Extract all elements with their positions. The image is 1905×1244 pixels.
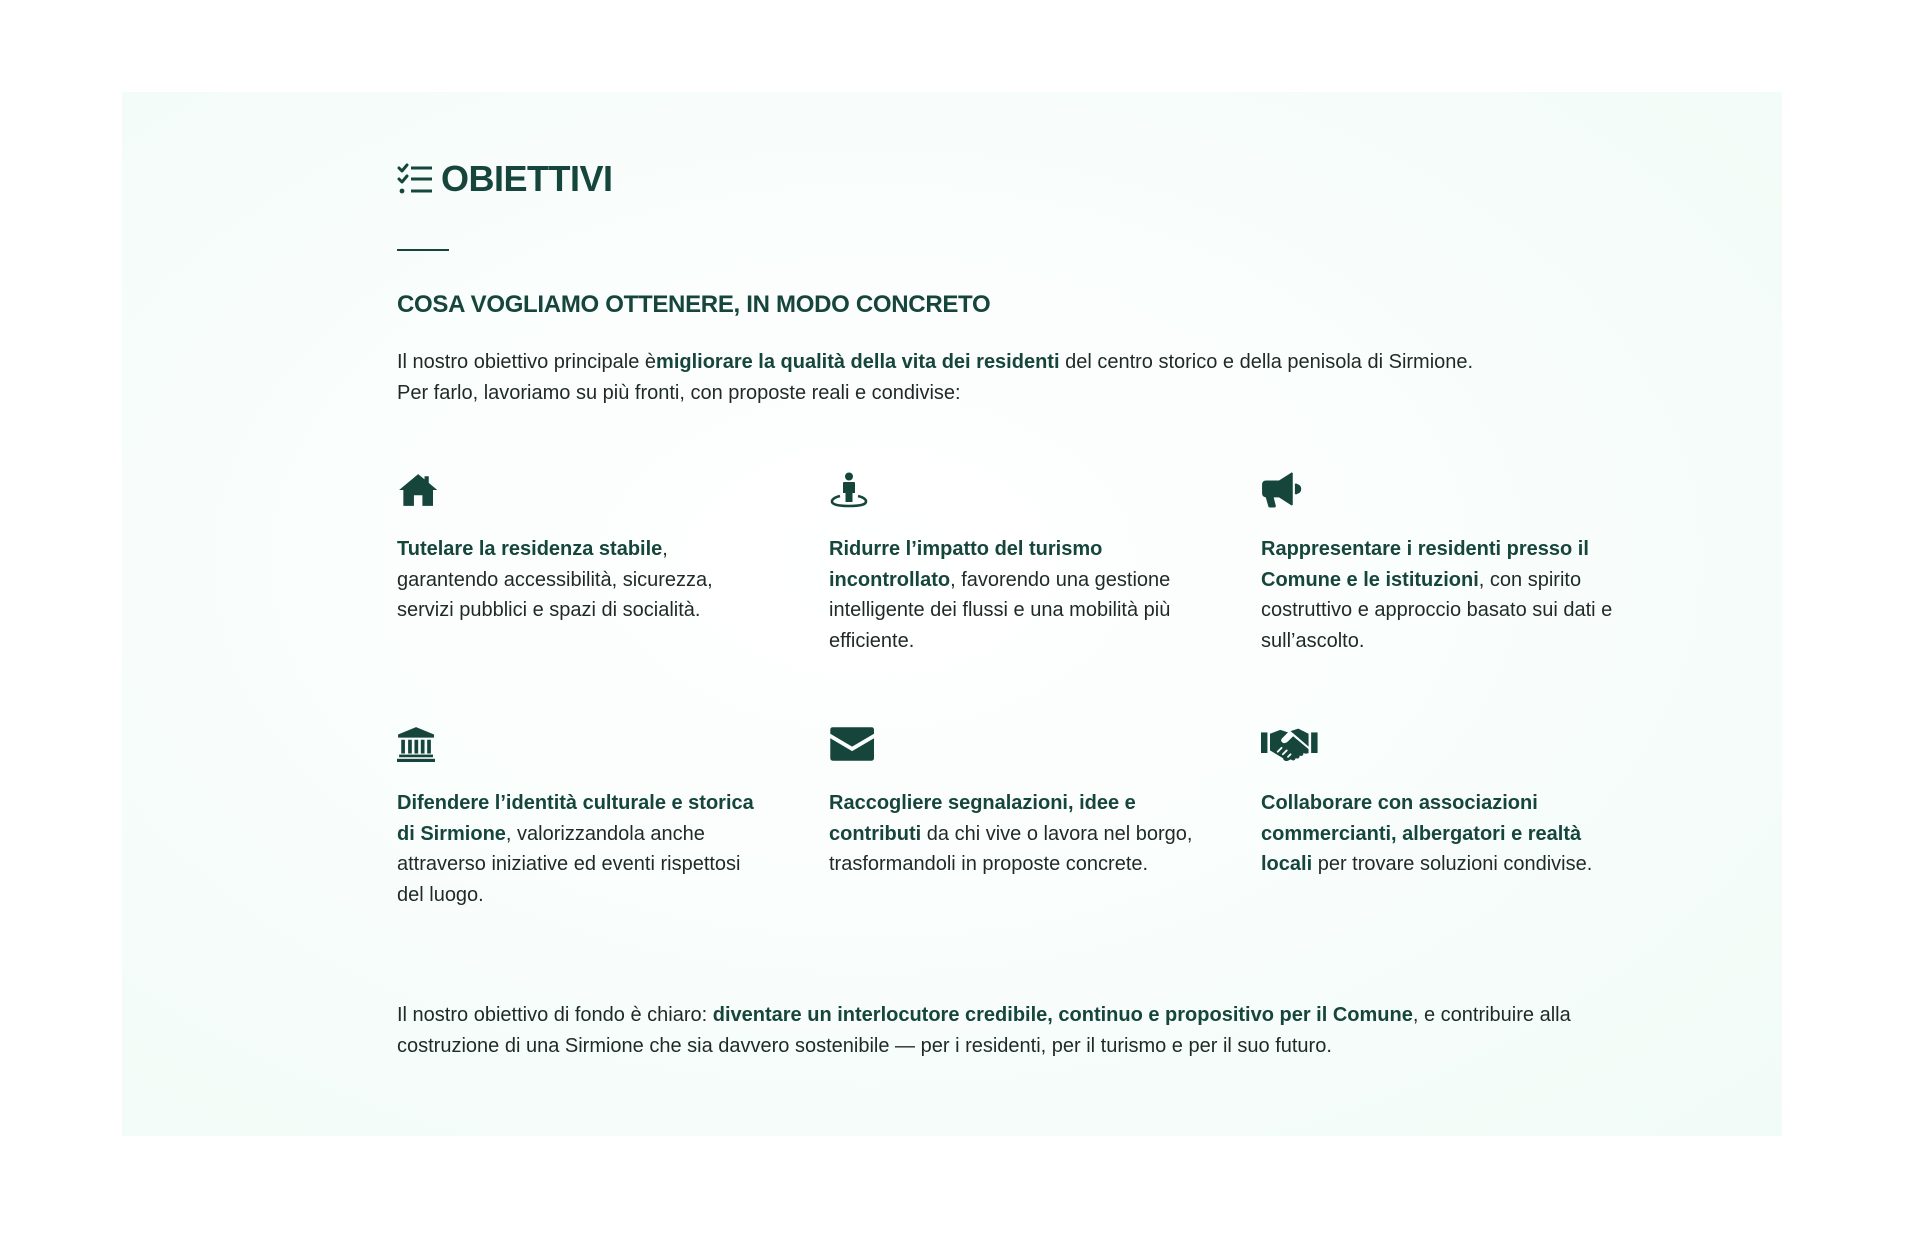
objective-item	[829, 472, 1204, 656]
objectives-grid	[397, 472, 1697, 952]
objective-item	[829, 726, 1204, 880]
objective-text: da chi vive o lavora nel borgo, trasformandoli in proposte concrete.	[829, 822, 1193, 875]
objective-item	[1261, 726, 1636, 880]
intro-paragraph	[397, 347, 1637, 409]
intro-highlight: migliorare la qualità della vita dei residenti	[656, 351, 1060, 373]
objectives-section	[122, 92, 1782, 1136]
person-pin-icon	[829, 472, 1204, 512]
objective-highlight: Difendere l’identità culturale e storica di Sirmione	[397, 792, 754, 845]
landmark-icon	[397, 726, 772, 766]
objective-highlight: Collaborare con associazioni commercianti, albergatori e realtà locali	[1261, 792, 1582, 875]
title-divider	[397, 249, 449, 251]
objective-item	[397, 472, 772, 626]
intro-text-line2: Per farlo, lavoriamo su più fronti, con proposte reali e condivise:	[397, 382, 961, 404]
objective-text: , garantendo accessibilità, sicurezza, servizi pubblici e spazi di socialità.	[397, 538, 713, 621]
megaphone-icon	[1261, 472, 1636, 512]
intro-text-after: del centro storico e della penisola di Sirmione.	[1059, 351, 1474, 373]
house-icon	[397, 472, 772, 512]
list-check-icon	[397, 162, 433, 196]
envelope-icon	[829, 726, 1204, 766]
objective-item	[397, 726, 772, 910]
intro-text-before: Il nostro obiettivo principale è	[397, 351, 657, 373]
objective-item	[1261, 472, 1636, 656]
closing-text-after: , e contribuire alla costruzione di una Sirmione che sia davvero sostenibile — per i residenti, per il turismo e per il suo futuro.	[397, 1004, 1571, 1057]
closing-text-before: Il nostro obiettivo di fondo è chiaro:	[397, 1004, 713, 1026]
objective-highlight: Ridurre l’impatto del turismo incontrollato	[829, 538, 1103, 591]
objective-highlight: Tutelare la residenza stabile	[397, 538, 663, 560]
section-header	[397, 154, 613, 204]
objective-highlight: Raccogliere segnalazioni, idee e contributi	[829, 792, 1136, 845]
closing-paragraph	[397, 1000, 1657, 1062]
objective-text: , favorendo una gestione intelligente dei flussi e una mobilità più efficiente.	[829, 568, 1171, 652]
objective-highlight: Rappresentare i residenti presso il Comune e le istituzioni	[1261, 538, 1589, 591]
objective-text: , valorizzandola anche attraverso iniziative ed eventi rispettosi del luogo.	[397, 822, 741, 906]
page-title: OBIETTIVI	[441, 158, 613, 199]
section-subtitle: COSA VOGLIAMO OTTENERE, IN MODO CONCRETO	[397, 291, 991, 318]
objective-text: per trovare soluzioni condivise.	[1312, 853, 1593, 875]
handshake-icon	[1261, 726, 1636, 766]
objective-text: , con spirito costruttivo e approccio basato sui dati e sull’ascolto.	[1261, 568, 1613, 652]
closing-highlight: diventare un interlocutore credibile, continuo e propositivo per il Comune	[712, 1004, 1413, 1026]
